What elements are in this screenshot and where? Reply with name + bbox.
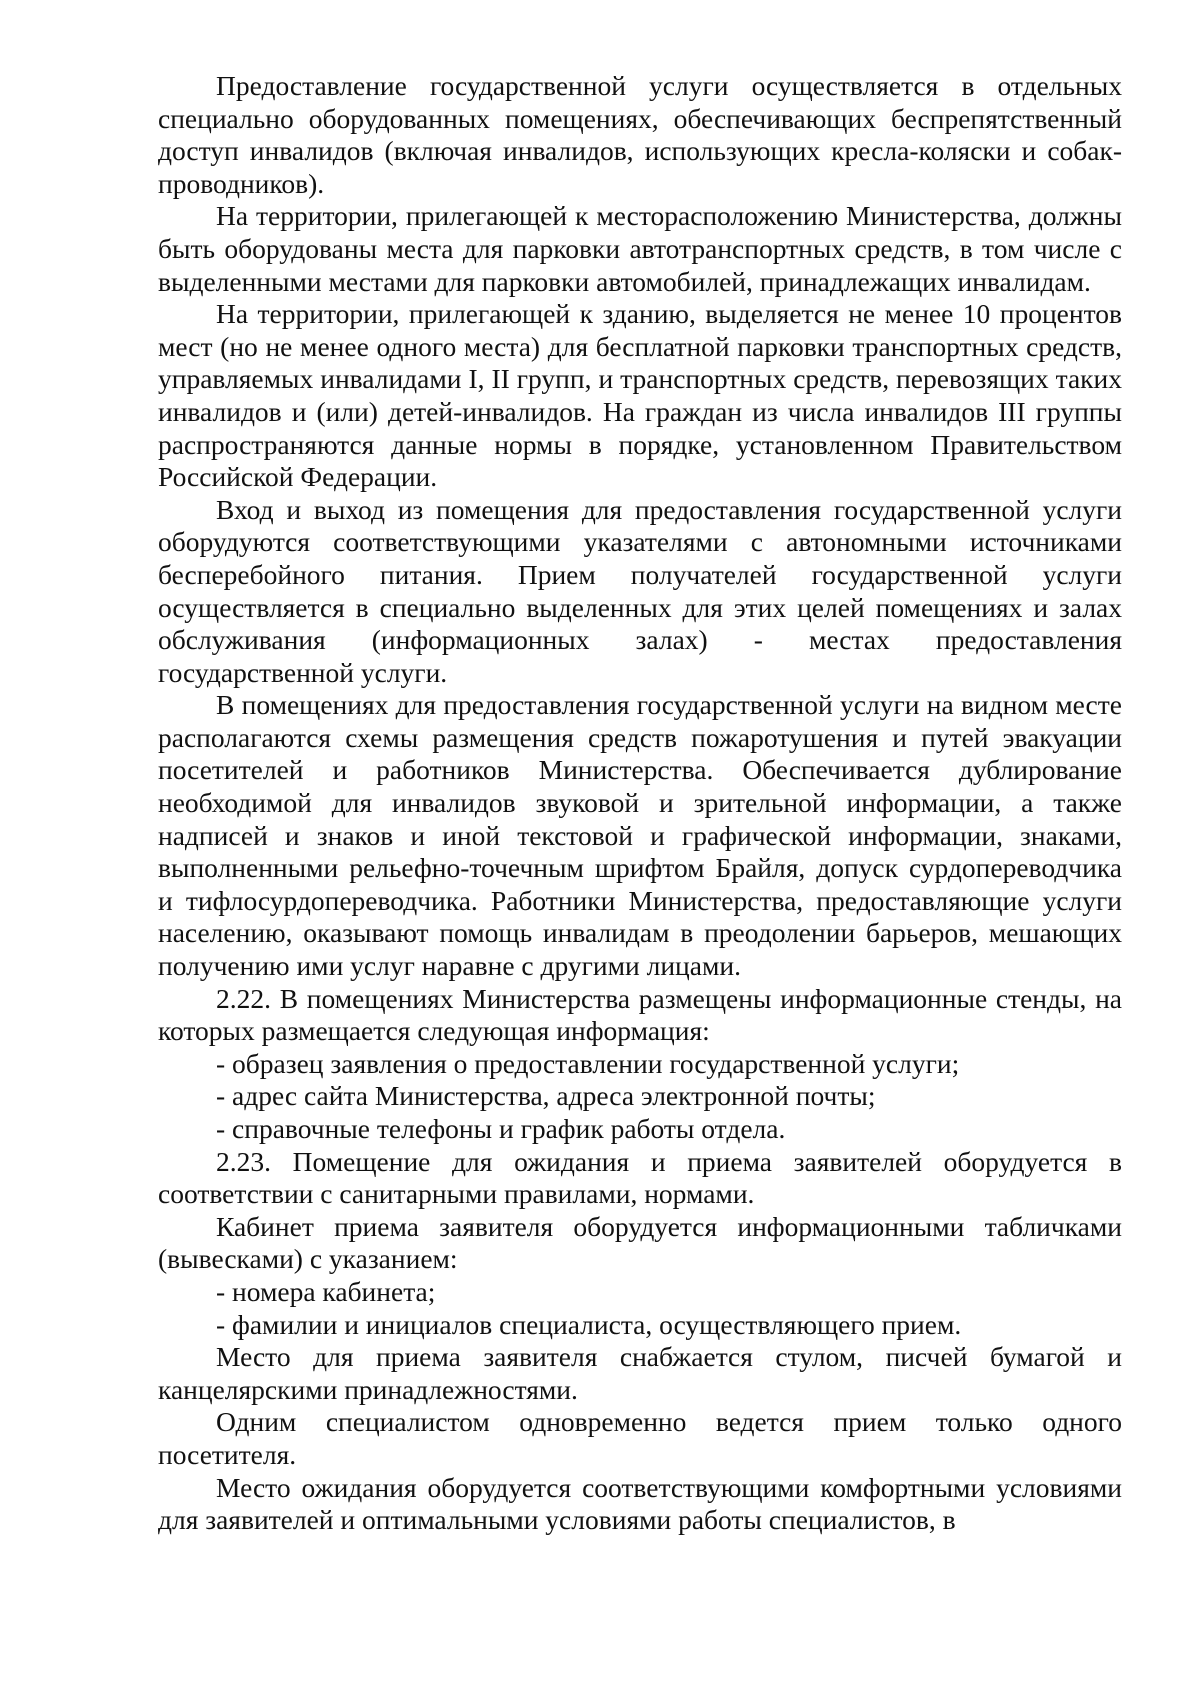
list-item: - адрес сайта Министерства, адреса электронной почты; [216, 1080, 876, 1112]
paragraph-waiting-place: Место ожидания оборудуется соответствующими комфортными условиями для заявителей и оптимальными условиями работы специалистов, в [158, 1471, 1122, 1536]
paragraph-reception-place: Место для приема заявителя снабжается стулом, писчей бумагой и канцелярскими принадлежностями. [158, 1341, 1122, 1405]
paragraph-one-visitor: Одним специалистом одновременно ведется прием только одного посетителя. [158, 1406, 1122, 1470]
paragraph-office-signs: Кабинет приема заявителя оборудуется информационными табличками (вывесками) с указанием: [158, 1210, 1122, 1275]
document-page [158, 70, 1122, 1537]
paragraph-section-2-22: 2.22. В помещениях Министерства размещены информационные стенды, на которых размещается следующая информация: [158, 982, 1122, 1047]
list-item: - номера кабинета; [216, 1275, 436, 1307]
paragraph-parking-territory: На территории, прилегающей к месторасположению Министерства, должны быть оборудованы места для парковки автотранспортных средств, в том числе с выделенными местами для парковки автомобилей, принадлежащих инвалидам. [158, 200, 1122, 297]
paragraph-entrance-exit: Вход и выход из помещения для предоставления государственной услуги оборудуются соответствующими указателями с автономными источниками бесперебойного питания. Прием получателей государственной услуги осуществляется в специально выделенных для этих целей помещениях и залах обслуживания (информационных залах) - местах предоставления государственной услуги. [158, 493, 1122, 688]
paragraph-section-2-23: 2.23. Помещение для ожидания и приема заявителей оборудуется в соответствии с санитарными правилами, нормами. [158, 1145, 1122, 1210]
list-item: - фамилии и инициалов специалиста, осуществляющего прием. [216, 1308, 962, 1340]
list-item: - образец заявления о предоставлении государственной услуги; [216, 1047, 960, 1079]
list-item: - справочные телефоны и график работы отдела. [216, 1113, 786, 1144]
paragraph-premises-access: Предоставление государственной услуги осуществляется в отдельных специально оборудованных помещениях, обеспечивающих беспрепятственный доступ инвалидов (включая инвалидов, использующих кресла-коляски и собак-проводников). [158, 70, 1122, 199]
paragraph-evacuation-schemes: В помещениях для предоставления государственной услуги на видном месте располагаются схемы размещения средств пожаротушения и путей эвакуации посетителей и работников Министерства. Обеспечивается дублирование необходимой для инвалидов звуковой и зрительной информации, а также надписей и знаков и иной текстовой и графической информации, знаками, выполненными рельефно-точечным шрифтом Брайля, допуск сурдопереводчика и тифлосурдопереводчика. Работники Министерства, предоставляющие услуги населению, оказывают помощь инвалидам в преодолении барьеров, мешающих получению ими услуг наравне с другими лицами. [158, 689, 1122, 982]
paragraph-parking-quota: На территории, прилегающей к зданию, выделяется не менее 10 процентов мест (но не менее одного места) для бесплатной парковки транспортных средств, управляемых инвалидами I, II групп, и транспортных средств, перевозящих таких инвалидов и (или) детей-инвалидов. На граждан из числа инвалидов III группы распространяются данные нормы в порядке, установленном Правительством Российской Федерации. [158, 298, 1122, 493]
